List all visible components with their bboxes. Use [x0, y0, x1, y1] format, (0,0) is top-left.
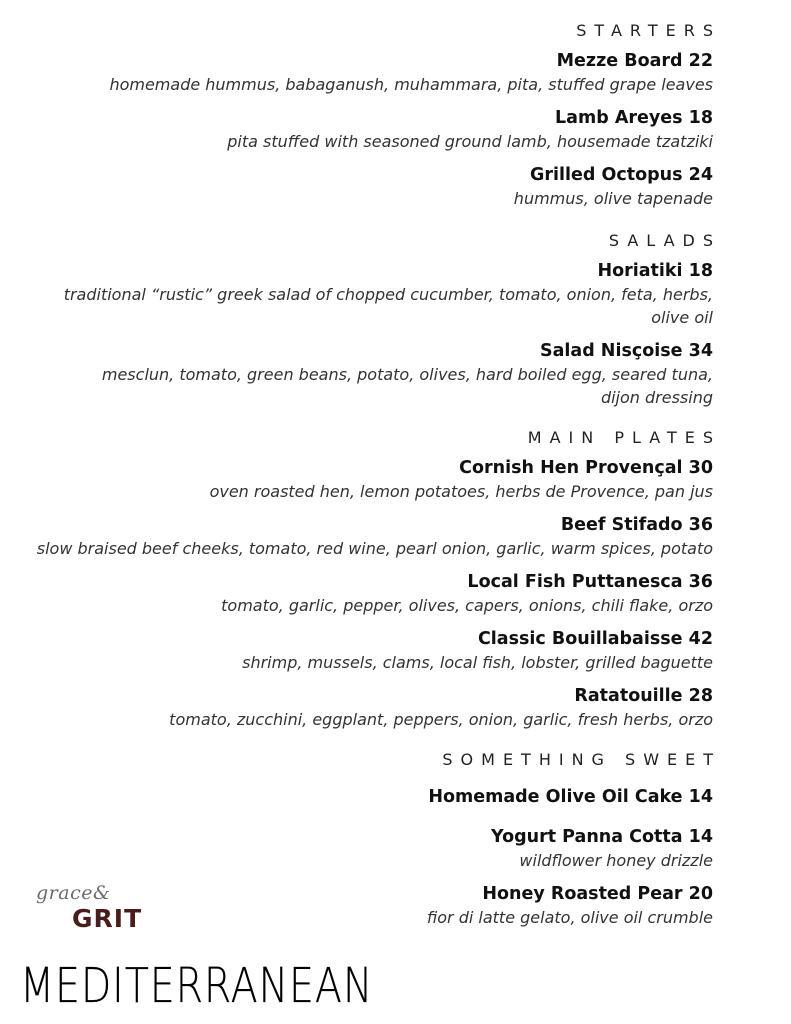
section-salads — [13, 230, 721, 409]
item-name: Honey Roasted Pear 20 — [482, 884, 713, 904]
item-desc: tomato, zucchini, eggplant, peppers, onion, garlic, fresh herbs, orzo — [169, 710, 713, 729]
item-desc: oven roasted hen, lemon potatoes, herbs de Provence, pan jus — [209, 482, 713, 501]
item-name: Lamb Areyes 18 — [555, 108, 713, 128]
grace-and-grit-logo — [36, 882, 156, 942]
section-title: SOMETHING SWEET — [442, 750, 721, 769]
menu-item — [13, 684, 713, 731]
section-title: SALADS — [608, 231, 721, 250]
section-title: STARTERS — [576, 21, 721, 40]
menu-item — [13, 570, 713, 617]
menu-item — [13, 825, 713, 872]
menu-item — [13, 339, 713, 409]
item-desc: fior di latte gelato, olive oil crumble — [426, 908, 713, 927]
menu-item — [13, 106, 713, 153]
item-desc: olive oil — [651, 308, 713, 327]
item-desc: pita stuffed with seasoned ground lamb, housemade tzatziki — [227, 132, 713, 151]
menu-item — [13, 627, 713, 674]
section-main-plates — [13, 427, 721, 731]
item-name: Local Fish Puttanesca 36 — [467, 572, 713, 592]
item-desc: tomato, garlic, pepper, olives, capers, onions, chili flake, orzo — [221, 596, 713, 615]
item-name: Classic Bouillabaisse 42 — [477, 629, 713, 649]
item-name: Mezze Board 22 — [556, 51, 713, 71]
item-desc: mesclun, tomato, green beans, potato, olives, hard boiled egg, seared tuna, — [101, 365, 713, 384]
item-name: Cornish Hen Provençal 30 — [459, 458, 713, 478]
menu-item — [13, 785, 713, 809]
logo-script-text: grace& — [36, 882, 111, 904]
section-starters — [13, 20, 721, 210]
menu-item — [13, 513, 713, 560]
item-name: Yogurt Panna Cotta 14 — [491, 827, 713, 847]
item-name: Beef Stifado 36 — [560, 515, 713, 535]
section-title: MAIN PLATES — [527, 428, 721, 447]
mediterranean-wordmark: MEDITERRANEAN — [20, 957, 374, 1014]
menu-item — [13, 259, 713, 329]
item-desc: homemade hummus, babaganush, muhammara, pita, stuffed grape leaves — [109, 75, 713, 94]
menu — [13, 20, 721, 929]
logo-bold-text: GRIT — [72, 904, 143, 933]
item-name: Salad Nisçoise 34 — [539, 341, 713, 361]
menu-item — [13, 49, 713, 96]
menu-item — [13, 163, 713, 210]
item-desc: traditional “rustic” greek salad of chopped cucumber, tomato, onion, feta, herbs, — [63, 285, 713, 304]
item-name: Ratatouille 28 — [574, 686, 713, 706]
item-desc: hummus, olive tapenade — [513, 189, 713, 208]
menu-item — [13, 456, 713, 503]
item-name: Grilled Octopus 24 — [530, 165, 713, 185]
item-name: Homemade Olive Oil Cake 14 — [428, 787, 713, 807]
item-desc: wildflower honey drizzle — [519, 851, 713, 870]
item-name: Horiatiki 18 — [597, 261, 713, 281]
item-desc: shrimp, mussels, clams, local fish, lobster, grilled baguette — [242, 653, 713, 672]
item-desc: slow braised beef cheeks, tomato, red wine, pearl onion, garlic, warm spices, potato — [36, 539, 713, 558]
item-desc: dijon dressing — [600, 388, 713, 407]
